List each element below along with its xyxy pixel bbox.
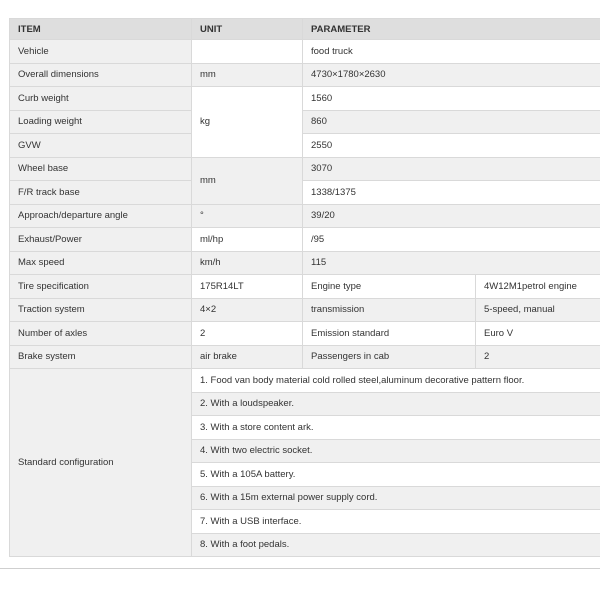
row-label: GVW bbox=[10, 134, 192, 158]
row-label: Loading weight bbox=[10, 110, 192, 134]
row-label: Approach/departure angle bbox=[10, 204, 192, 228]
row-value-2: 4W12M1petrol engine bbox=[476, 275, 600, 299]
spec-table bbox=[9, 18, 600, 557]
table-row bbox=[10, 369, 600, 393]
table-row bbox=[10, 204, 600, 228]
row-unit: mm bbox=[192, 63, 303, 87]
row-label: Vehicle bbox=[10, 40, 192, 64]
table-row bbox=[10, 251, 600, 275]
config-item: 8. With a foot pedals. bbox=[192, 533, 600, 557]
row-value: 2550 bbox=[303, 134, 600, 158]
table-header-row bbox=[10, 19, 600, 40]
header-parameter: PARAMETER bbox=[303, 19, 600, 40]
row-unit: ° bbox=[192, 204, 303, 228]
standard-configuration-label: Standard configuration bbox=[10, 369, 192, 557]
table-row bbox=[10, 40, 600, 64]
row-label: Exhaust/Power bbox=[10, 228, 192, 252]
table-row bbox=[10, 110, 600, 134]
row-value: 860 bbox=[303, 110, 600, 134]
config-item: 2. With a loudspeaker. bbox=[192, 392, 600, 416]
config-item: 3. With a store content ark. bbox=[192, 416, 600, 440]
row-unit: mm bbox=[192, 157, 303, 204]
table-row bbox=[10, 275, 600, 299]
row-label: Traction system bbox=[10, 298, 192, 322]
row-value: 1560 bbox=[303, 87, 600, 111]
row-label: Brake system bbox=[10, 345, 192, 369]
table-row bbox=[10, 228, 600, 252]
header-unit: UNIT bbox=[192, 19, 303, 40]
table-row bbox=[10, 298, 600, 322]
row-unit: 175R14LT bbox=[192, 275, 303, 299]
config-item: 7. With a USB interface. bbox=[192, 510, 600, 534]
header-item: ITEM bbox=[10, 19, 192, 40]
table-row bbox=[10, 87, 600, 111]
table-row bbox=[10, 345, 600, 369]
row-value: 115 bbox=[303, 251, 600, 275]
row-label: Overall dimensions bbox=[10, 63, 192, 87]
row-value: 39/20 bbox=[303, 204, 600, 228]
divider bbox=[0, 568, 600, 569]
row-label-2: transmission bbox=[303, 298, 476, 322]
row-unit: kg bbox=[192, 87, 303, 158]
row-label: Tire specification bbox=[10, 275, 192, 299]
row-unit: air brake bbox=[192, 345, 303, 369]
row-unit: 2 bbox=[192, 322, 303, 346]
row-value-2: 2 bbox=[476, 345, 600, 369]
config-item: 6. With a 15m external power supply cord. bbox=[192, 486, 600, 510]
row-label: Number of axles bbox=[10, 322, 192, 346]
row-value-2: Euro V bbox=[476, 322, 600, 346]
row-label: Wheel base bbox=[10, 157, 192, 181]
row-label: Max speed bbox=[10, 251, 192, 275]
row-unit: 4×2 bbox=[192, 298, 303, 322]
table-row bbox=[10, 63, 600, 87]
config-item: 1. Food van body material cold rolled steel,aluminum decorative pattern floor. bbox=[192, 369, 600, 393]
row-label: Curb weight bbox=[10, 87, 192, 111]
row-unit: km/h bbox=[192, 251, 303, 275]
row-value: /95 bbox=[303, 228, 600, 252]
row-value: food truck bbox=[303, 40, 600, 64]
row-label-2: Passengers in cab bbox=[303, 345, 476, 369]
row-value-2: 5-speed, manual bbox=[476, 298, 600, 322]
row-value: 4730×1780×2630 bbox=[303, 63, 600, 87]
row-label-2: Engine type bbox=[303, 275, 476, 299]
config-item: 5. With a 105A battery. bbox=[192, 463, 600, 487]
table-row bbox=[10, 134, 600, 158]
row-unit bbox=[192, 40, 303, 64]
row-unit: ml/hp bbox=[192, 228, 303, 252]
row-value: 3070 bbox=[303, 157, 600, 181]
row-value: 1338/1375 bbox=[303, 181, 600, 205]
table-row bbox=[10, 181, 600, 205]
config-item: 4. With two electric socket. bbox=[192, 439, 600, 463]
row-label-2: Emission standard bbox=[303, 322, 476, 346]
table-row bbox=[10, 322, 600, 346]
row-label: F/R track base bbox=[10, 181, 192, 205]
table-row bbox=[10, 157, 600, 181]
